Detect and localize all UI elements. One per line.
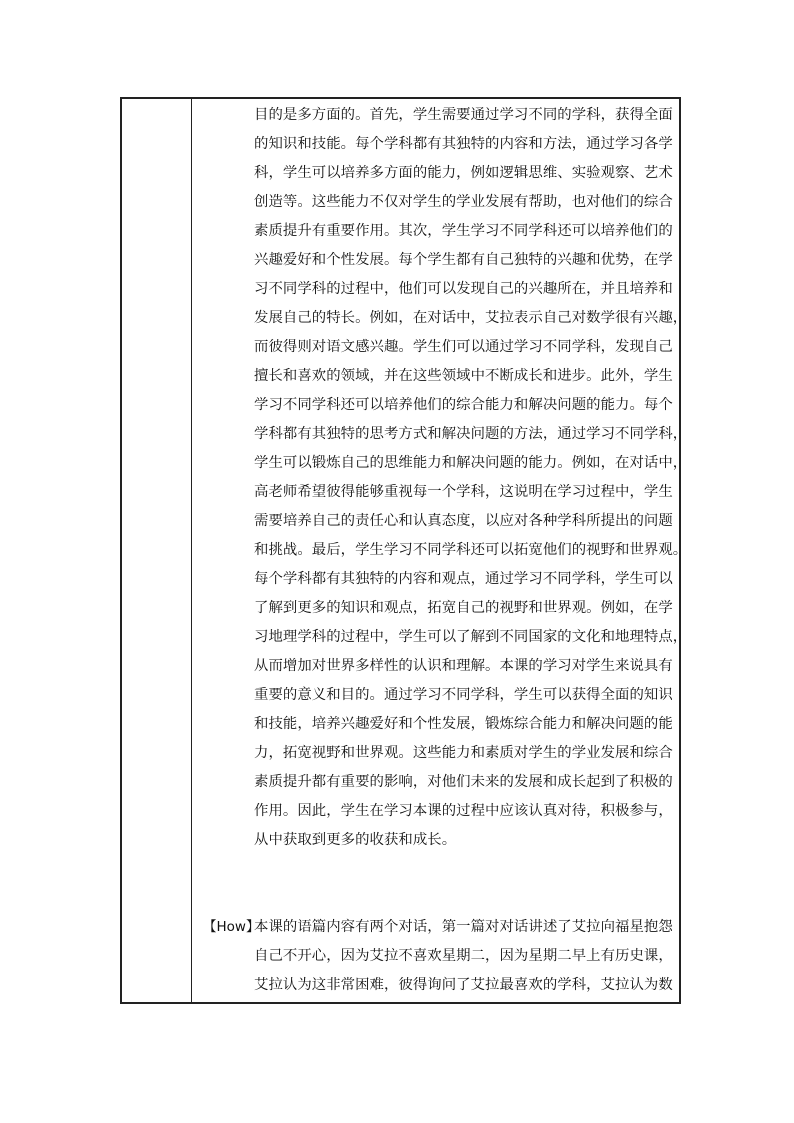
text-line: 兴趣爱好和个性发展。每个学生都有自己独特的兴趣和优势，在学 xyxy=(254,252,673,268)
how-text-line: 自己不开心，因为艾拉不喜欢星期二，因为星期二早上有历史课， xyxy=(254,948,673,964)
text-line: 目的是多方面的。首先，学生需要通过学习不同的学科，获得全面 xyxy=(254,107,673,123)
text-line: 需要培养自己的责任心和认真态度，以应对各种学科所提出的问题 xyxy=(254,513,673,529)
text-line: 和技能，培养兴趣爱好和个性发展，锻炼综合能力和解决问题的能 xyxy=(254,716,673,732)
text-line: 学科都有其独特的思考方式和解决问题的方法，通过学习不同学科， xyxy=(254,426,688,442)
text-line: 和挑战。最后，学生学习不同学科还可以拓宽他们的视野和世界观。 xyxy=(254,542,688,558)
text-line: 习地理学科的过程中，学生可以了解到不同国家的文化和地理特点， xyxy=(254,629,688,645)
text-line: 重要的意义和目的。通过学习不同学科，学生可以获得全面的知识 xyxy=(254,687,673,703)
text-line: 从中获取到更多的收获和成长。 xyxy=(254,832,457,848)
lesson-table xyxy=(120,97,688,1004)
text-line: 从而增加对世界多样性的认识和理解。本课的学习对学生来说具有 xyxy=(254,658,673,674)
text-line: 习不同学科的过程中，他们可以发现自己的兴趣所在，并且培养和 xyxy=(254,281,673,297)
left-column-cell xyxy=(122,99,192,1002)
content-cell xyxy=(194,99,688,1002)
text-line: 发展自己的特长。例如，在对话中，艾拉表示自己对数学很有兴趣， xyxy=(254,310,688,326)
how-section-tag: 【How】 xyxy=(203,919,260,935)
text-line: 创造等。这些能力不仅对学生的学业发展有帮助，也对他们的综合 xyxy=(254,194,673,210)
text-line: 的知识和技能。每个学科都有其独特的内容和方法，通过学习各学 xyxy=(254,136,673,152)
text-line: 学生可以锻炼自己的思维能力和解决问题的能力。例如，在对话中， xyxy=(254,455,688,471)
text-line: 擅长和喜欢的领域，并在这些领域中不断成长和进步。此外，学生 xyxy=(254,368,673,384)
text-line: 了解到更多的知识和观点，拓宽自己的视野和世界观。例如，在学 xyxy=(254,600,673,616)
text-line: 力，拓宽视野和世界观。这些能力和素质对学生的学业发展和综合 xyxy=(254,745,673,761)
text-line: 素质提升都有重要的影响，对他们未来的发展和成长起到了积极的 xyxy=(254,774,673,790)
text-line: 高老师希望彼得能够重视每一个学科，这说明在学习过程中，学生 xyxy=(254,484,673,500)
text-line: 学习不同学科还可以培养他们的综合能力和解决问题的能力。每个 xyxy=(254,397,673,413)
text-line: 素质提升有重要作用。其次，学生学习不同学科还可以培养他们的 xyxy=(254,223,673,239)
text-line: 作用。因此，学生在学习本课的过程中应该认真对待，积极参与， xyxy=(254,803,673,819)
text-line: 科，学生可以培养多方面的能力，例如逻辑思维、实验观察、艺术 xyxy=(254,165,673,181)
text-line: 每个学科都有其独特的内容和观点，通过学习不同学科，学生可以 xyxy=(254,571,673,587)
how-text-line: 艾拉认为这非常困难，彼得询问了艾拉最喜欢的学科，艾拉认为数 xyxy=(254,977,673,993)
text-line: 而彼得则对语文感兴趣。学生们可以通过学习不同学科，发现自己 xyxy=(254,339,673,355)
how-text-line: 本课的语篇内容有两个对话，第一篇对对话讲述了艾拉向福星抱怨 xyxy=(254,919,673,935)
